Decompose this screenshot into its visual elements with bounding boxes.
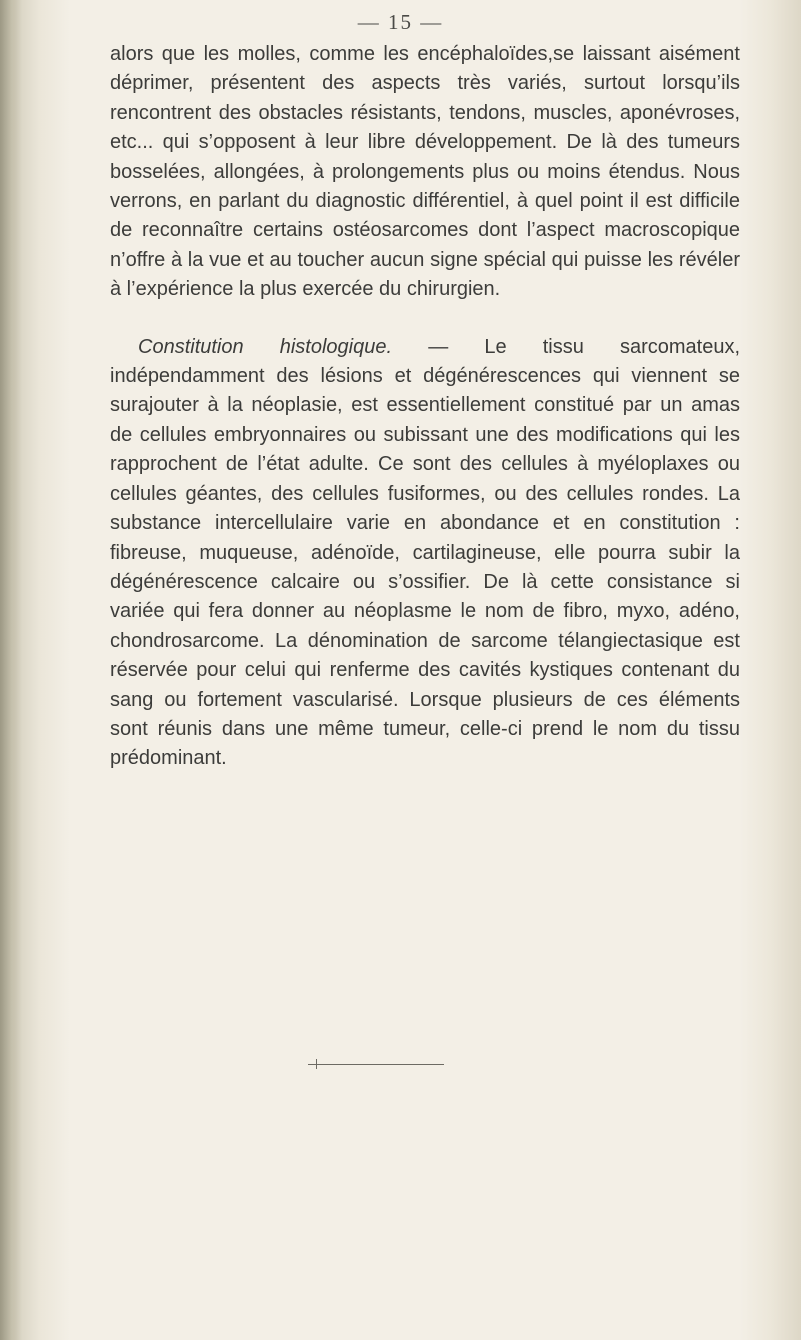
section-heading: Constitution histologique.	[138, 335, 393, 358]
paragraph-body-text: — Le tissu sarcomateux, indépendamment des lésions et dégénérescences qui viennent se surajouter à la néoplasie, est essentiellement constitué par un amas de cellules embryonnaires ou subissant une des modifications qui les rapprochent de l’état adulte. Ce sont des cellules à myéloplaxes ou cellules géantes, des cellules fusiformes, ou des cellules rondes. La substance intercellulaire varie en abondance et en constitution : fibreuse, muqueuse, adénoïde, cartilagineuse, elle pourra subir la dégénérescence calcaire ou s’ossifier. De là cette consistance si variée qui fera donner au néoplasme le nom de fibro, myxo, adéno, chondrosarcome. La dénomination de sarcome télangiectasique est réservée pour celui qui renferme des cavités kystiques contenant du sang ou fortement vascularisé. Lorsque plusieurs de ces éléments sont réunis dans une même tumeur, celle-ci prend le nom du tissu prédominant.	[110, 335, 740, 770]
page-number: — 15 —	[357, 10, 444, 34]
paragraph-tumor-aspects	[110, 40, 740, 305]
end-of-text-rule	[308, 1064, 444, 1065]
paragraph-text	[110, 333, 740, 774]
paragraph-histologic-constitution	[110, 333, 740, 774]
page-binding-shadow	[0, 0, 22, 1340]
paragraph-text: alors que les molles, comme les encéphaloïdes,se laissant aisément déprimer, présentent des aspects très variés, surtout lorsqu’ils rencontrent des obstacles résistants, tendons, muscles, aponévroses, etc... qui s’opposent à leur libre développement. De là des tumeurs bosselées, allongées, à prolongements plus ou moins étendus. Nous verrons, en parlant du diagnostic différentiel, à quel point il est difficile de reconnaître certains ostéosarcomes dont l’aspect macroscopique n’offre à la vue et au toucher aucun signe spécial qui puisse les révéler à l’expérience la plus exercée du chirurgien.	[110, 43, 740, 301]
page-body	[110, 40, 740, 774]
